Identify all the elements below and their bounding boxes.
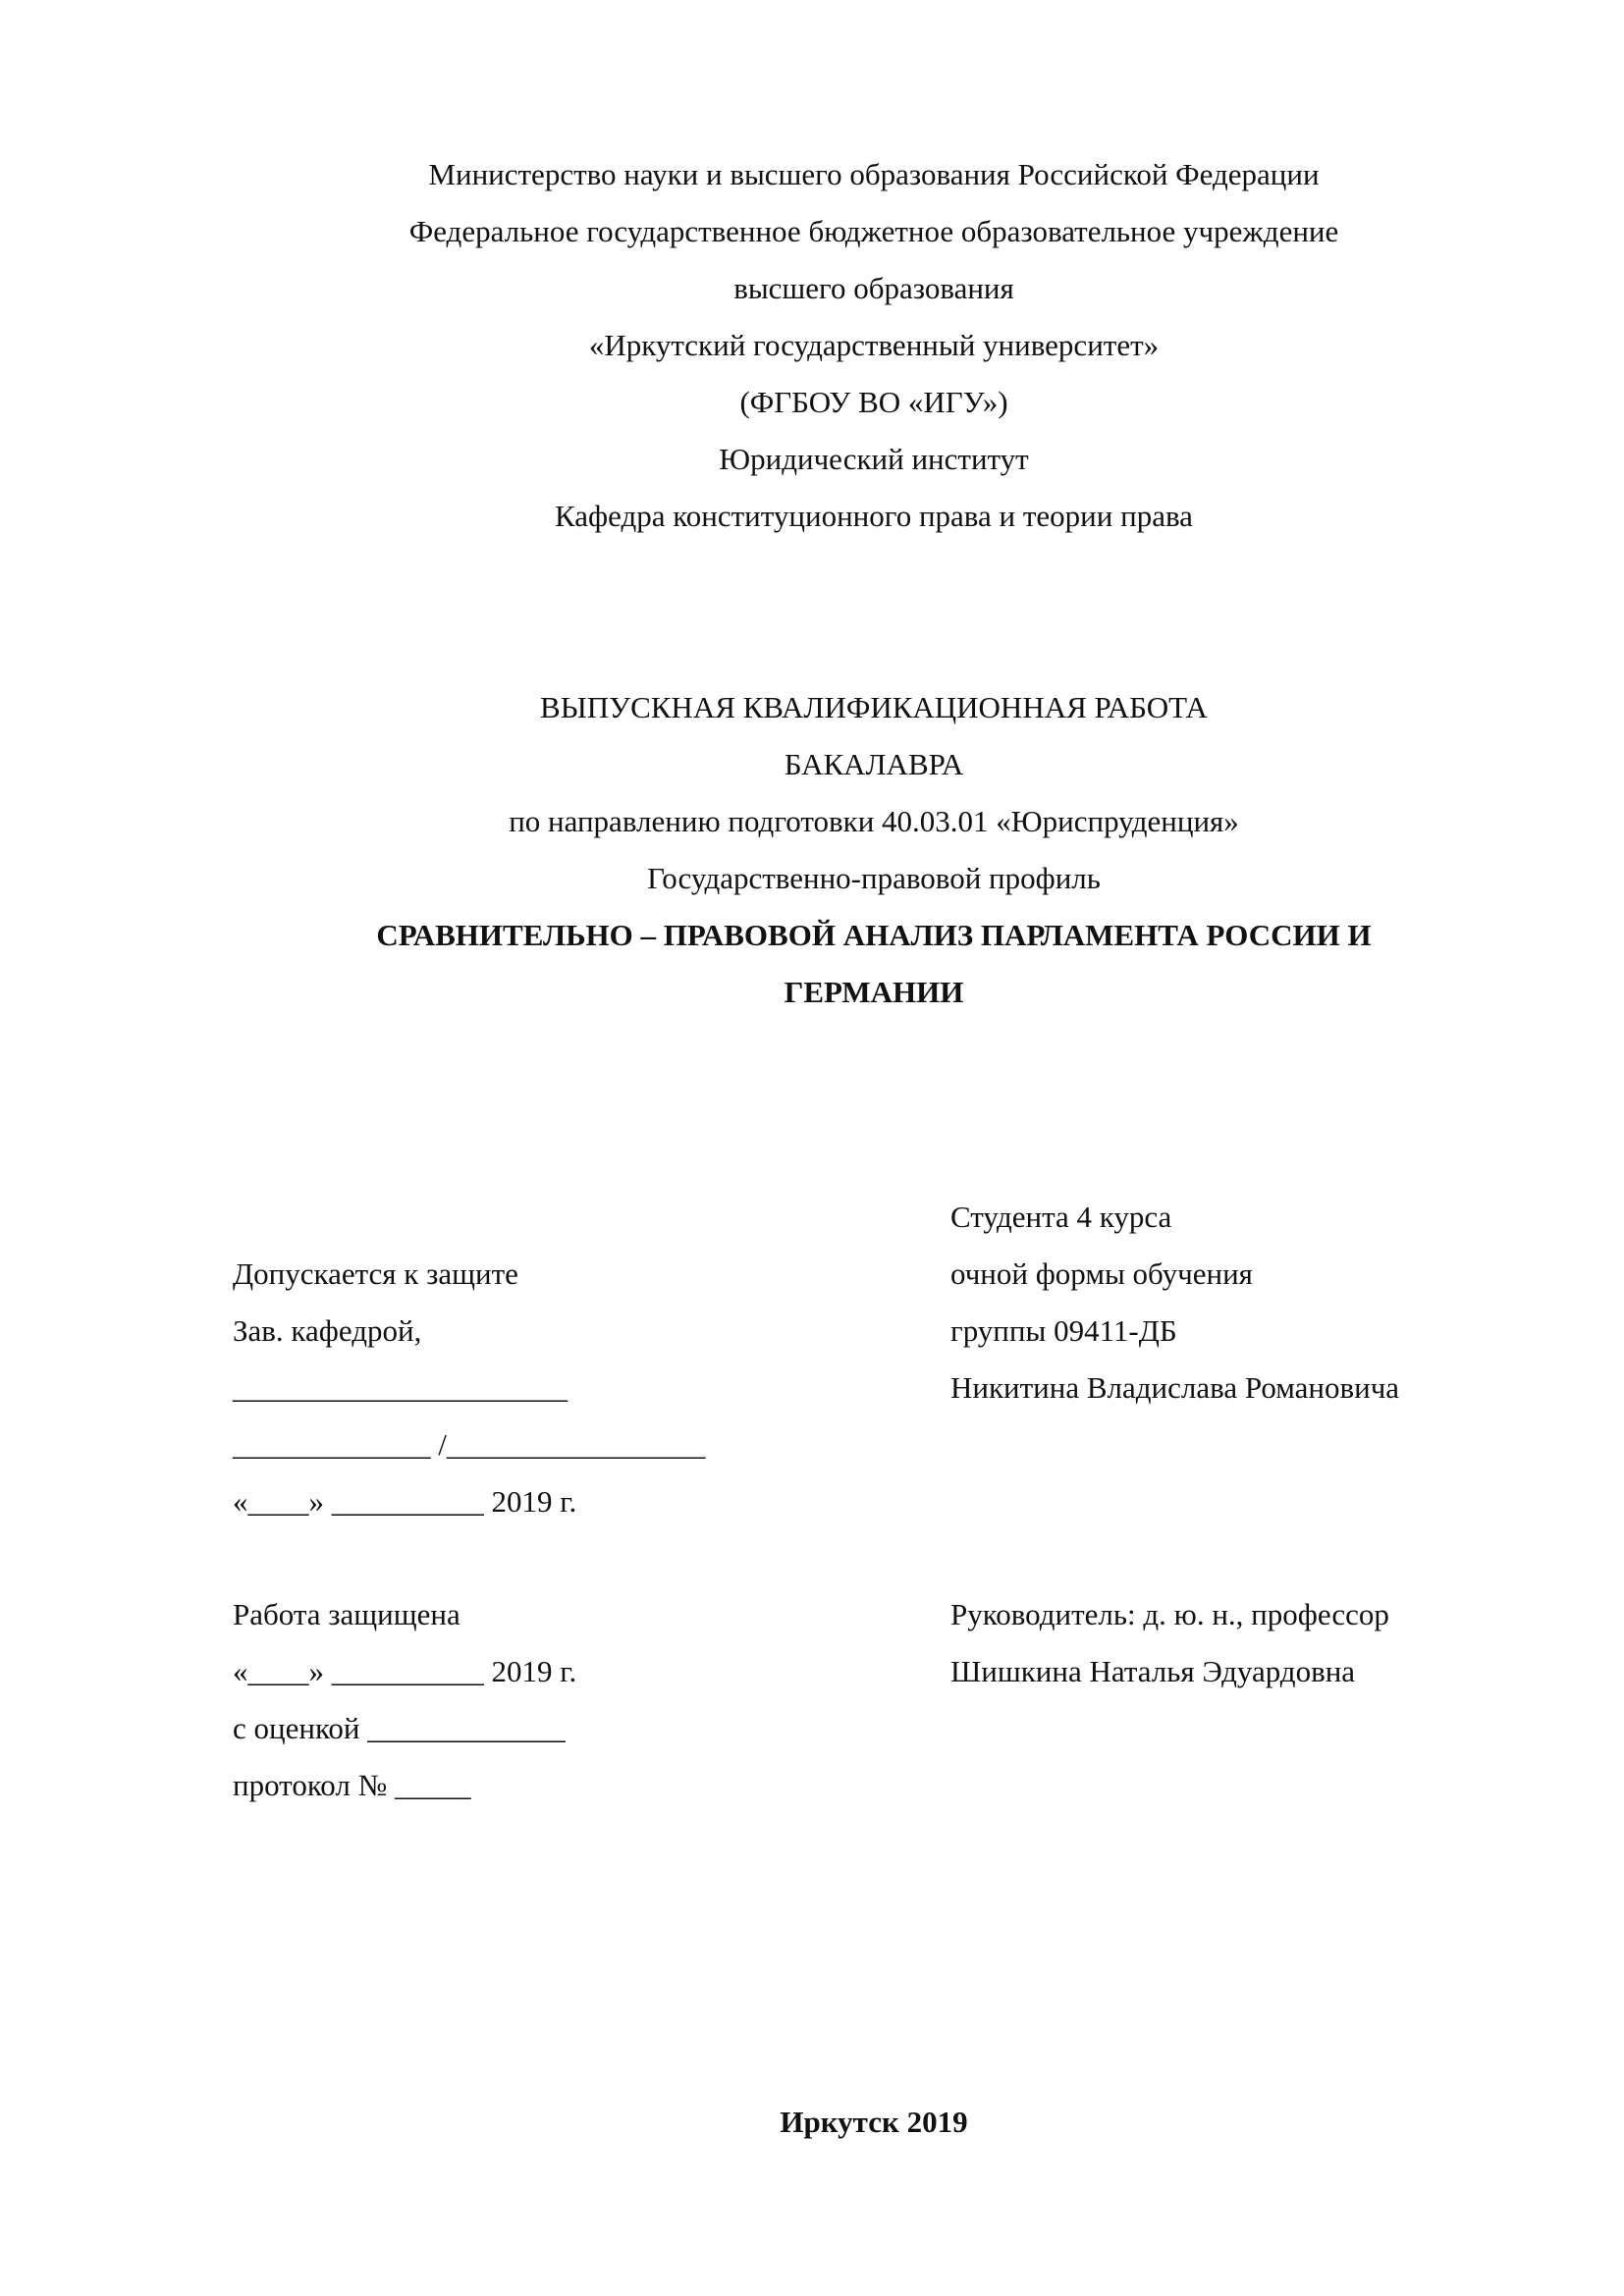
ministry-name: Министерство науки и высшего образования Российской Федерации <box>428 157 1320 191</box>
work-type-line2: БАКАЛАВРА <box>784 747 964 781</box>
defense-label: Работа защищена <box>233 1597 460 1631</box>
department-name: Кафедра конституционного права и теории права <box>555 499 1193 533</box>
city-year: Иркутск 2019 <box>780 2105 968 2139</box>
student-course: Студента 4 курса <box>950 1200 1172 1234</box>
thesis-title-line2: ГЕРМАНИИ <box>784 975 964 1009</box>
admission-date-line: «____» __________ 2019 г. <box>233 1484 577 1519</box>
signature-line: ______________________ <box>233 1370 568 1405</box>
head-of-department-label: Зав. кафедрой, <box>233 1313 422 1348</box>
student-study-form: очной формы обучения <box>950 1256 1253 1291</box>
grade-line: с оценкой _____________ <box>233 1711 566 1745</box>
admission-label: Допускается к защите <box>233 1256 518 1291</box>
institution-type: Федеральное государственное бюджетное образовательное учреждение <box>408 214 1339 248</box>
university-name: «Иркутский государственный университет» <box>588 328 1160 362</box>
supervisor-label: Руководитель: д. ю. н., профессор <box>950 1597 1389 1631</box>
institute-name: Юридический институт <box>719 442 1029 476</box>
university-abbreviation: (ФГБОУ ВО «ИГУ») <box>739 385 1008 419</box>
signature-name-line: _____________ /_________________ <box>233 1427 706 1462</box>
study-direction: по направлению подготовки 40.03.01 «Юриспруденция» <box>509 804 1239 838</box>
thesis-title-line1: СРАВНИТЕЛЬНО – ПРАВОВОЙ АНАЛИЗ ПАРЛАМЕНТА РОССИИ И <box>376 918 1372 952</box>
defense-date-line: «____» __________ 2019 г. <box>233 1654 577 1688</box>
study-profile: Государственно-правовой профиль <box>647 861 1101 895</box>
work-type-line1: ВЫПУСКНАЯ КВАЛИФИКАЦИОННАЯ РАБОТА <box>540 690 1208 724</box>
protocol-line: протокол № _____ <box>233 1768 471 1802</box>
supervisor-name: Шишкина Наталья Эдуардовна <box>950 1654 1356 1688</box>
student-name: Никитина Владислава Романовича <box>950 1370 1400 1405</box>
education-level: высшего образования <box>733 271 1014 305</box>
student-group: группы 09411-ДБ <box>950 1313 1177 1348</box>
